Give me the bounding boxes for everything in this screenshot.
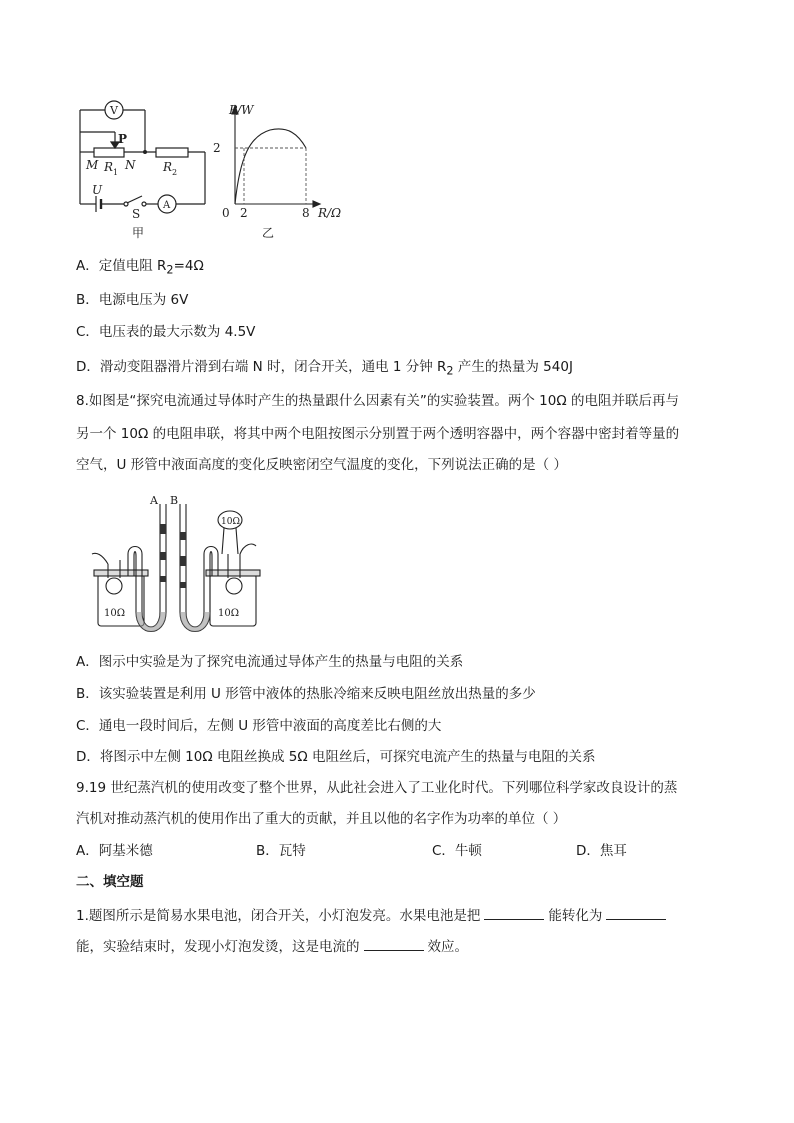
q7-option-a: A．定值电阻 $R_2=4\Omega$: [76, 258, 204, 277]
right-resistor-label: 10Ω: [218, 608, 240, 619]
top-resistor-label: 10Ω: [221, 517, 240, 527]
answer-blank-1[interactable]: [484, 905, 544, 920]
x-tick-2: 2: [240, 206, 248, 220]
q9-option-a: A．阿基米德: [76, 843, 153, 859]
u-label: U: [92, 183, 103, 197]
circuit-diagram: [70, 96, 220, 242]
y-axis-label: P/W: [229, 103, 254, 117]
tube-label-a: A: [150, 494, 158, 507]
r2-label: R: [163, 160, 173, 174]
q7-option-c: C．电压表的最大示数为 4.5V: [76, 324, 256, 340]
q7-option-d: D．滑动变阻器滑片滑到右端 N 时，闭合开关，通电 1 分钟 $R_2$ 产生的热量为 540J: [76, 359, 573, 378]
y-tick-2: 2: [213, 141, 221, 155]
q8-stem-line-2: 另一个 10Ω 的电阻串联，将其中两个电阻按图示分别置于两个透明容器中，两个容器中密封着等量的: [76, 426, 680, 442]
answer-blank-3[interactable]: [364, 936, 424, 951]
q9-stem-line-2: 汽机对推动蒸汽机的使用作出了重大的贡献，并且以他的名字作为功率的单位（ ）: [76, 811, 567, 827]
x-axis-label: R/Ω: [318, 206, 342, 220]
q8-option-d: D．将图示中左侧 10Ω 电阻丝换成 5Ω 电阻丝后，可探究电流产生的热量与电阻的关系: [76, 749, 596, 765]
r1-label: R: [104, 160, 114, 174]
q8-stem-line-1: 8.如图是“探究电流通过导体时产生的热量跟什么因素有关”的实验装置。两个 10Ω 的电阻并联后再与: [76, 393, 679, 409]
q7-option-a-subscript: 2: [166, 263, 174, 277]
circuit-caption: 甲: [132, 226, 145, 240]
left-resistor-label: 10Ω: [104, 608, 126, 619]
joule-heating-apparatus: [84, 494, 284, 644]
q9-stem-line-1: 9.19 世纪蒸汽机的使用改变了整个世界，从此社会进入了工业化时代。下列哪位科学家改良设计的蒸: [76, 780, 678, 796]
q9-option-c: C．牛顿: [432, 843, 482, 859]
q8-option-b: B．该实验装置是利用 U 形管中液体的热胀冷缩来反映电阻丝放出热量的多少: [76, 686, 536, 702]
q9-option-b: B．瓦特: [256, 843, 306, 859]
answer-blank-2[interactable]: [606, 905, 666, 920]
ammeter-label: A: [163, 200, 171, 211]
slider-label: P: [118, 132, 128, 146]
q8-option-c: C．通电一段时间后，左侧 U 形管中液面的高度差比右侧的大: [76, 718, 442, 734]
origin-label: 0: [222, 206, 230, 220]
fill-q1-line-2: 能，实验结束时，发现小灯泡发烫，这是电流的 效应。: [76, 936, 468, 957]
r1-subscript: 1: [113, 168, 119, 177]
voltmeter-label: V: [110, 104, 118, 117]
q7-option-b: B．电源电压为 6V: [76, 292, 189, 308]
switch-label: S: [132, 207, 141, 221]
n-label: N: [125, 158, 136, 172]
q8-stem-line-3: 空气，U 形管中液面高度的变化反映密闭空气温度的变化，下列说法正确的是（ ）: [76, 457, 567, 473]
power-graph: [210, 96, 350, 242]
tube-label-b: B: [170, 494, 179, 507]
fill-q1-line-1: 1.题图所示是简易水果电池，闭合开关，小灯泡发亮。水果电池是把 能转化为: [76, 905, 670, 926]
m-label: M: [86, 158, 99, 172]
section-title-fill-in: 二、填空题: [76, 874, 144, 890]
graph-caption: 乙: [262, 226, 275, 240]
q7-option-d-subscript: 2: [446, 364, 454, 378]
q8-option-a: A．图示中实验是为了探究电流通过导体产生的热量与电阻的关系: [76, 654, 464, 670]
q9-option-d: D．焦耳: [576, 843, 627, 859]
x-tick-8: 8: [302, 206, 310, 220]
r2-subscript: 2: [172, 168, 178, 177]
